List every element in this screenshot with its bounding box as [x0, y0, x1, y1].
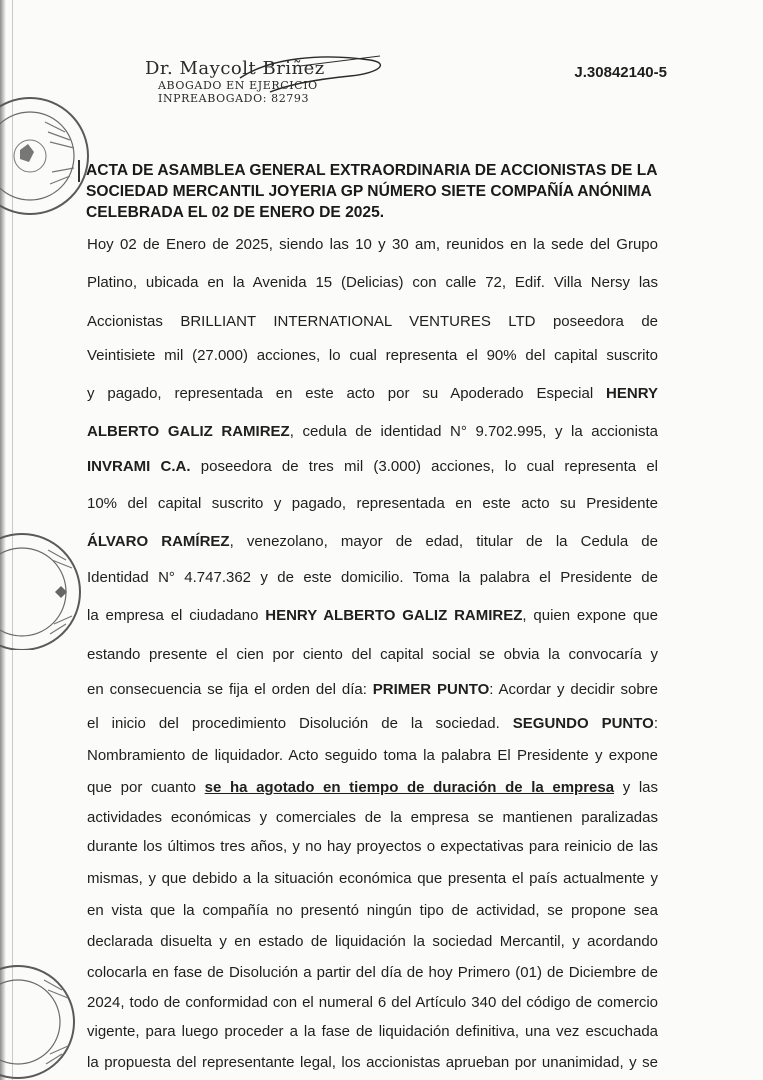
body-line: [87, 747, 658, 764]
body-line: [87, 779, 658, 796]
body-text: en consecuencia se fija el orden del día:: [87, 681, 373, 698]
body-text: durante los últimos tres años, y no hay proyectos o expectativas para reinicio de las: [87, 838, 658, 855]
body-text: Platino, ubicada en la Avenida 15 (Delicias) con calle 72, Edif. Villa Nersy las: [87, 274, 658, 291]
registry-seal-icon: [0, 960, 85, 1080]
body-line: [87, 681, 658, 698]
body-text: : Acordar y decidir sobre: [489, 681, 658, 698]
lawyer-name: Dr. Maycolt Briñez: [145, 58, 325, 79]
body-line: [87, 274, 658, 291]
body-line: [87, 495, 658, 512]
body-text: vigente, para luego proceder a la fase de liquidación definitiva, una vez escuchada: [87, 1023, 658, 1040]
body-line: [87, 607, 658, 624]
body-line: [87, 458, 658, 475]
lawyer-inpre: INPREABOGADO: 82793: [158, 92, 310, 105]
body-text: poseedora de tres mil (3.000) acciones, lo cual representa el: [190, 458, 659, 475]
agenda-point: PRIMER PUNTO: [372, 681, 490, 698]
body-text: en vista que la compañía no presentó ningún tipo de actividad, se propone sea: [87, 902, 658, 919]
person-name: HENRY: [606, 385, 658, 402]
body-text: Accionistas BRILLIANT INTERNATIONAL VENTURES LTD poseedora de: [87, 313, 658, 330]
body-text: Veintisiete mil (27.000) acciones, lo cual representa el 90% del capital suscrito: [87, 347, 658, 364]
margin-bracket: [78, 160, 80, 182]
person-name: ALBERTO GALIZ RAMIREZ: [87, 423, 290, 440]
company-rif: J.30842140-5: [574, 64, 667, 81]
body-text: la empresa el ciudadano: [87, 607, 266, 624]
body-text: , cedula de identidad N° 9.702.995, y la accionista: [289, 423, 658, 440]
body-line: [87, 715, 658, 732]
body-text: mismas, y que debido a la situación económica que presenta el país actualmente y: [87, 870, 658, 887]
body-line: [87, 236, 658, 253]
body-line: [87, 809, 658, 826]
body-text: actividades económicas y comerciales de la empresa se mantienen paralizadas: [87, 809, 658, 826]
title-line: ACTA DE ASAMBLEA GENERAL EXTRAORDINARIA DE ACCIONISTAS DE LA: [86, 162, 658, 179]
body-line: [87, 569, 658, 586]
body-text: declarada disuelta y en estado de liquidación la sociedad Mercantil, y acordando: [87, 933, 658, 950]
body-line: [87, 313, 658, 330]
body-text: Hoy 02 de Enero de 2025, siendo las 10 y 30 am, reunidos en la sede del Grupo: [87, 236, 658, 253]
body-text: Nombramiento de liquidador. Acto seguido toma la palabra El Presidente y expone: [87, 747, 658, 764]
body-line: [87, 964, 658, 981]
lawyer-status: ABOGADO EN EJERCICIO: [158, 79, 318, 92]
body-text: Identidad N° 4.747.362 y de este domicilio. Toma la palabra el Presidente de: [87, 569, 658, 586]
company-name: INVRAMI C.A.: [87, 458, 191, 475]
registry-seal-icon: [0, 530, 90, 650]
body-text: 10% del capital suscrito y pagado, representada en este acto su Presidente: [87, 495, 658, 512]
signature-icon: [230, 48, 400, 98]
title-line: SOCIEDAD MERCANTIL JOYERIA GP NÚMERO SIETE COMPAÑÍA ANÓNIMA: [86, 183, 652, 200]
body-text: colocarla en fase de Disolución a partir del día de hoy Primero (01) de Diciembre de: [87, 964, 658, 981]
body-text: y las: [614, 779, 659, 796]
body-line: [87, 423, 658, 440]
body-line: [87, 870, 658, 887]
person-name: HENRY ALBERTO GALIZ RAMIREZ: [265, 607, 523, 624]
body-line: [87, 838, 658, 855]
body-text: estando presente el cien por ciento del capital social se obvia la convocaría y: [87, 646, 658, 663]
body-text: el inicio del procedimiento Disolución de la sociedad.: [87, 715, 513, 732]
body-text: la propuesta del representante legal, los accionistas aprueban por unanimidad, y se: [87, 1054, 658, 1071]
agenda-point: SEGUNDO PUNTO: [512, 715, 654, 732]
body-line: [87, 933, 658, 950]
body-text: que por cuanto: [87, 779, 205, 796]
body-line: [87, 385, 658, 402]
underlined-clause: se ha agotado en tiempo de duración de la empresa: [204, 779, 615, 796]
body-line: [87, 347, 658, 364]
person-name: ÁLVARO RAMÍREZ: [87, 533, 230, 550]
body-text: y pagado, representada en este acto por su Apoderado Especial: [87, 385, 607, 402]
body-text: 2024, todo de conformidad con el numeral 6 del Artículo 340 del código de comercio: [87, 994, 658, 1011]
body-line: [87, 1054, 658, 1071]
body-text: , venezolano, mayor de edad, titular de la Cedula de: [229, 533, 658, 550]
body-text: , quien expone que: [522, 607, 658, 624]
notary-seal-icon: [0, 92, 92, 222]
body-line: [87, 902, 658, 919]
document-title: [86, 160, 686, 223]
body-line: [87, 1023, 658, 1040]
title-line: CELEBRADA EL 02 DE ENERO DE 2025.: [86, 204, 385, 221]
body-line: [87, 994, 658, 1011]
body-line: [87, 533, 658, 550]
body-text: :: [653, 715, 658, 732]
body-line: [87, 646, 658, 663]
